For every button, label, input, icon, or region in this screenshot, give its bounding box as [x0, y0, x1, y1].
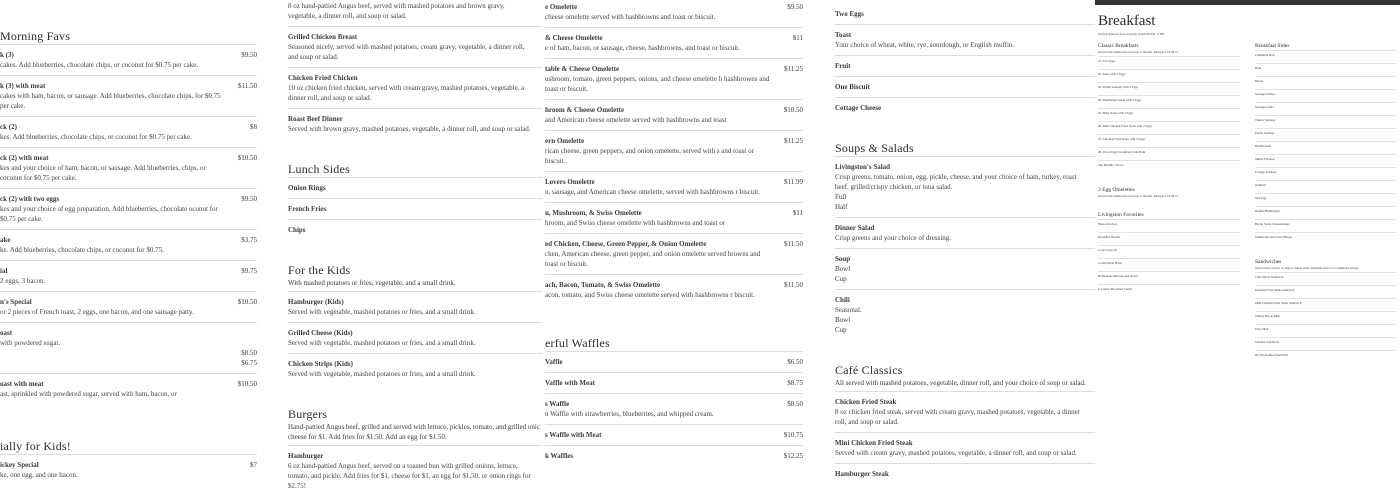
menu-item [288, 177, 542, 198]
menu-section [0, 28, 257, 404]
mini-section-heading: Breakfast Sides [1255, 43, 1290, 49]
item-option [835, 264, 1095, 274]
item-option [835, 192, 1095, 202]
item-name: Chicken Fried Steak [835, 398, 897, 406]
item-price: $10.75 [783, 431, 803, 439]
menu-item [288, 0, 542, 26]
item-name: ake [0, 236, 11, 244]
menu-item [545, 0, 803, 27]
item-name: Lovers Omelette [545, 178, 595, 186]
menu-item [835, 217, 1095, 248]
item-description: or 2 pieces of French toast, 2 eggs, one bacon, and one sausage patty. [0, 308, 194, 316]
item-price: $9.50 [241, 195, 257, 203]
item-description: rican cheese, green peppers, and onion omelette, served with s and toast or biscuit. [545, 147, 754, 165]
item-price: $10.50 [237, 380, 257, 388]
option-label: Half [835, 203, 848, 211]
mini-menu-item: #7. Chicken Fried Steak with 2 Eggs [1098, 134, 1240, 147]
item-name: s Waffle with Meat [545, 431, 602, 439]
menu-section [288, 406, 542, 496]
item-description: 2 eggs, 3 bacon. [0, 277, 46, 285]
item-name: hroom & Cheese Omelette [545, 106, 624, 114]
item-name: Chicken Fried Chicken [288, 74, 358, 82]
item-name: ern Omelette [545, 137, 585, 145]
item-name: n's Special [0, 298, 32, 306]
menu-item [288, 108, 542, 139]
item-name: Vaffle [545, 358, 563, 366]
menu-item [545, 99, 803, 130]
mini-section-heading: 3 Egg Omelettes [1098, 187, 1135, 193]
item-description: ke, one egg, and one bacon. [0, 471, 78, 479]
item-option [835, 325, 1095, 335]
mini-menu-item: Mushroom and Swiss Burger [1255, 232, 1397, 245]
item-price: $11.50 [784, 281, 803, 289]
item-description: 6 oz hand-pattied Angus beef, served on a toasted bun with grilled onions, lettuce, tomato, and pickle. Add fries for $1, cheese for $1, an egg for $1.50, or onion rings for $2.75! [288, 462, 531, 490]
item-description: kes and your choice of egg preparation. Add blueberries, chocolate oconut for $0.75 per cake. [0, 205, 218, 223]
menu-section [545, 335, 803, 466]
menu-item [835, 432, 1095, 463]
menu-item [0, 291, 257, 322]
item-price: $11.50 [238, 82, 257, 90]
mini-menu-item: Huevo Rachos [1098, 219, 1240, 232]
mini-menu-item: #3. Polish Sausage with 2 Eggs [1098, 82, 1240, 95]
item-price: $7 [250, 461, 257, 469]
item-name: n, Mushroom, & Swiss Omelette [545, 209, 642, 217]
item-price: $8.50 [787, 400, 803, 408]
menu-item [545, 171, 803, 202]
section-description: Hand-pattied Angus beef, grilled and served with lettuce, pickles, tomato, and grilled onic cheese for $1. Add fries for $1.50. Add an egg for $1.50. [288, 423, 540, 441]
item-price: $6.50 [787, 358, 803, 366]
mini-section-description: Served with a choice of chips or dinner salad. Substitute fries for no additional charge. [1255, 266, 1359, 270]
mini-menu-item: Homemade Biscuits and Gravy [1098, 271, 1240, 284]
section-heading: Burgers [288, 407, 328, 421]
item-name: Hamburger (Kids) [288, 298, 344, 306]
menu-item [288, 67, 542, 108]
item-name: Two Eggs [835, 10, 864, 18]
item-description: Seasoned nicely, served with mashed potatoes, cream gravy, vegetable, a dinner roll, and soup or salad. [288, 43, 525, 61]
item-description: 8 oz hand-pattied Angus beef, served with mashed potatoes and brown gravy, vegetable, a dinner roll, and soup or salad. [288, 2, 505, 20]
menu-item [545, 445, 803, 466]
menu-item [545, 351, 803, 372]
mini-menu-item: Cinnamon Roll [1255, 50, 1397, 63]
mini-menu-item: Sausage Patties [1255, 89, 1397, 102]
item-description: Crisp greens and your choice of dressing. [835, 234, 952, 242]
menu-item [835, 55, 1095, 76]
menu-item [545, 274, 803, 305]
mini-menu-item: #1. Two Eggs [1098, 56, 1240, 69]
mini-menu-item: Turkey Sausage [1255, 115, 1397, 128]
menu-section [288, 262, 542, 384]
item-name: Grilled Chicken Breast [288, 33, 358, 41]
mini-menu-item: Breakfast Burrito [1098, 232, 1240, 245]
item-description: Served with vegetable, mashed potatoes or fries, and a small drink. [288, 308, 476, 316]
mini-menu-item: #4. Hamburger Steak with 2 Eggs [1098, 95, 1240, 108]
menu-section [288, 0, 542, 139]
mini-menu-item: #6. Mini Chicken Fried Steak with 2 Eggs [1098, 121, 1240, 134]
item-name: One Biscuit [835, 83, 870, 91]
item-price: $8 [250, 123, 257, 131]
item-name: ck (2) [0, 123, 17, 131]
menu-item [835, 289, 1095, 340]
menu-section [288, 161, 542, 240]
mini-menu-item: Chicken Fried Steak Sandwich [1255, 285, 1397, 298]
item-price: $11 [792, 34, 803, 42]
mini-menu-item: Lacretia's Breakfast Sandy [1098, 284, 1240, 297]
mini-section-description: Served with hashbrowns and toast or biscuits. Add gravy for $0.75. [1098, 50, 1179, 54]
mini-menu-item: Cook's Special [1098, 245, 1240, 258]
section-description: All served with mashed potatoes, vegetable, dinner roll, and your choice of soup or salad. [835, 379, 1086, 387]
section-description: With mashed potatoes or fries, vegetable, and a small drink. [288, 279, 456, 287]
item-name: ed Chicken, Cheese, Green Pepper, & Onion Omelette [545, 240, 707, 248]
section-heading: erful Waffles [545, 336, 610, 350]
breakfast-menu-page-thumbnail [1095, 0, 1400, 500]
item-description: cken, American cheese, green pepper, and onion omelette served browns and toast or biscuit. [545, 250, 761, 268]
menu-item [835, 76, 1095, 97]
menu-column-1 [0, 0, 257, 500]
option-label: Full [835, 193, 847, 201]
page-title: Breakfast [1098, 13, 1156, 29]
item-description: 8 oz chicken fried steak, served with cream gravy, mashed potatoes, vegetable, a dinner roll, and soup or salad. [835, 408, 1081, 426]
mini-menu-item: Cottage Potatoes [1255, 167, 1397, 180]
item-name: e Omelette [545, 3, 578, 11]
mini-menu-item: Double Hamburger [1255, 206, 1397, 219]
item-name: s Waffle [545, 400, 570, 408]
menu-item [835, 391, 1095, 432]
item-price: $11.99 [784, 178, 803, 186]
menu-item [545, 130, 803, 171]
item-description: Served with vegetable, mashed potatoes or fries, and a small drink. [288, 339, 476, 347]
item-description: and American cheese omelette served with hashbrowns and toast [545, 116, 727, 124]
item-description: cakes with ham, bacon, or sausage. Add blueberries, chocolate chips, for $0.75 per cake. [0, 92, 221, 110]
item-name: ck (2) with meat [0, 154, 49, 162]
item-option [835, 202, 1095, 212]
menu-item [835, 156, 1095, 217]
menu-section [835, 362, 1095, 484]
option-price: $8.50 [241, 349, 257, 357]
mini-menu-item: Hashbrowns [1255, 141, 1397, 154]
item-description: Seasonal. [835, 306, 862, 314]
item-price: $10.50 [783, 106, 803, 114]
menu-item [0, 373, 257, 404]
menu-column-4 [835, 0, 1095, 500]
item-name: Chili [835, 296, 850, 304]
item-description: Your choice of wheat, white, rye, sourdough, or English muffin. [835, 41, 1015, 49]
item-description: hroom, and Swiss cheese omelette with hashbrowns and toast or [545, 219, 726, 227]
option-price: $6.75 [241, 359, 257, 367]
mini-menu-item: Patty Melt [1255, 324, 1397, 337]
item-name: oast with meat [0, 380, 44, 388]
item-description: n, sausage, and American cheese omelette, served with hashbrowns r biscuit. [545, 188, 760, 196]
item-price: $12.25 [783, 452, 803, 460]
item-name: table & Cheese Omelette [545, 65, 620, 73]
menu-section [0, 438, 257, 485]
item-name: Toast [835, 31, 852, 39]
menu-column-3 [545, 0, 803, 500]
menu-item [288, 219, 542, 240]
item-description: n Waffle with strawberries, blueberries, and whipped cream. [545, 410, 714, 418]
menu-item [545, 424, 803, 445]
mini-menu-item: The Healthy Choice [1098, 160, 1240, 173]
mini-menu-item: Skillet Potatoes [1255, 154, 1397, 167]
item-name: Soup [835, 255, 851, 263]
mini-menu-item: #8. Three Eggs Scrambled with Ham [1098, 147, 1240, 160]
item-name: Cottage Cheese [835, 104, 882, 112]
item-price: $11.25 [784, 137, 803, 145]
mini-menu-item: #5. Ham Steak with 2 Eggs [1098, 108, 1240, 121]
menu-item [288, 445, 542, 496]
menu-item [288, 26, 542, 67]
item-name: Mini Chicken Fried Steak [835, 439, 913, 447]
item-description: ke. Add blueberries, chocolate chips, or coconut for $0.75. [0, 246, 164, 254]
item-name: ck (2) with two eggs [0, 195, 60, 203]
menu-item [0, 260, 257, 291]
item-option [0, 348, 257, 358]
mini-section-heading: Classic Breakfasts [1098, 43, 1139, 49]
mini-section-description: Served with hashbrowns and toast or biscuits. Add gravy for $0.75. [1098, 194, 1179, 198]
item-name: Grilled Cheese (Kids) [288, 329, 353, 337]
section-heading: Lunch Sides [288, 162, 350, 176]
item-name: k (3) [0, 51, 14, 59]
item-description: Served with vegetable, mashed potatoes or fries, and a small drink. [288, 370, 476, 378]
mini-menu-item: Polish Sausage [1255, 128, 1397, 141]
mini-menu-item: Chicken Sandwich [1255, 337, 1397, 350]
menu-section [835, 4, 1095, 118]
menu-item [545, 233, 803, 274]
mini-menu-item: Hot Roast Beef Sandwich [1255, 350, 1397, 363]
item-description: with powdered sugar. [0, 339, 61, 347]
mini-section-heading: Livingston Favorites [1098, 212, 1144, 218]
item-name: Hamburger Steak [835, 470, 889, 478]
mini-menu-item: Corned Beef Hash [1098, 258, 1240, 271]
item-description: Crisp greens, tomato, onion, egg, pickle, cheese, and your choice of ham, turkey, roast beef, grilled/crispy chicken, or tuna salad. [835, 173, 1077, 191]
item-description: cheese omelette served with hashbrowns and toast or biscuit. [545, 13, 716, 21]
item-name: k (3) with meat [0, 82, 46, 90]
menu-column-2 [288, 0, 542, 500]
item-description: ushroom, tomato, green peppers, onions, and cheese omelette h hashbrowns and toast or biscuit. [545, 75, 770, 93]
menu-item [545, 372, 803, 393]
item-name: oast [0, 329, 13, 337]
menu-item [835, 24, 1095, 55]
menu-item [288, 353, 542, 384]
menu-item [835, 463, 1095, 484]
item-name: ach, Bacon, Tomato, & Swiss Omelette [545, 281, 661, 289]
item-name: Chicken Strips (Kids) [288, 360, 353, 368]
item-option [835, 274, 1095, 284]
item-name: ickey Special [0, 461, 39, 469]
item-name: French Fries [288, 205, 327, 213]
menu-item [835, 4, 1095, 24]
menu-item [545, 58, 803, 99]
menu-item [545, 202, 803, 233]
mini-menu-item: #2. Meat with 2 Eggs [1098, 69, 1240, 82]
item-description: e of ham, bacon, or sausage, cheese, hashbrowns, and toast or biscuit. [545, 44, 740, 52]
mini-menu-item: Turkey Bacon Melt [1255, 311, 1397, 324]
option-label: Bowl [835, 316, 851, 324]
item-price: $11.25 [784, 65, 803, 73]
item-description: acon, tomato, and Swiss cheese omelette served with hashbrowns r biscuit. [545, 291, 755, 299]
item-option [0, 358, 257, 368]
menu-item [835, 248, 1095, 289]
section-heading: For the Kids [288, 263, 351, 277]
item-name: Dinner Salad [835, 224, 875, 232]
item-description: kes and your choice of ham, bacon, or sausage. Add blueberries, chips, or coconut for $0.75 per cake. [0, 164, 206, 182]
item-name: Chips [288, 226, 306, 234]
item-name: Vaffle with Meat [545, 379, 595, 387]
item-name: ial [0, 267, 8, 275]
item-name: Hamburger [288, 452, 324, 460]
top-bar [1095, 0, 1400, 5]
menu-item [0, 44, 257, 75]
menu-item [0, 454, 257, 485]
menu-item [0, 147, 257, 188]
option-label: Bowl [835, 265, 851, 273]
item-price: $11.50 [784, 240, 803, 248]
menu-item [835, 97, 1095, 118]
item-option [835, 315, 1095, 325]
item-price: $11 [792, 209, 803, 217]
section-heading: Morning Favs [0, 29, 71, 43]
item-name: k Waffles [545, 452, 574, 460]
mini-right-column [1255, 40, 1397, 363]
option-label: Cup [835, 275, 847, 283]
item-price: $9.50 [787, 3, 803, 11]
mini-menu-item: Mini Chicken Fried Steak Sandwich [1255, 298, 1397, 311]
mini-left-column [1098, 40, 1240, 297]
mini-section-heading: Sandwiches [1255, 259, 1282, 265]
item-name: & Cheese Omelette [545, 34, 603, 42]
item-price: $3.75 [241, 236, 257, 244]
item-name: Fruit [835, 62, 851, 70]
menu-item [288, 322, 542, 353]
menu-item [288, 291, 542, 322]
item-description: Served with brown gravy, mashed potatoes, vegetable, a dinner roll, and soup or salad. [288, 125, 531, 133]
item-price: $10.50 [237, 154, 257, 162]
item-price: $9.50 [241, 51, 257, 59]
menu-section [835, 140, 1095, 340]
mini-menu-item: Club Sliced Sandwich [1255, 272, 1397, 285]
mini-menu-item: Bacon [1255, 76, 1397, 89]
mini-menu-item: Oatmeal [1255, 180, 1397, 193]
item-price: $9.75 [241, 267, 257, 275]
page-subtitle: Serving delicious food everyday from 6:30 AM - 2 PM. [1098, 32, 1165, 36]
mini-menu-item: Bacon Swiss Cheeseburger [1255, 219, 1397, 232]
mini-menu-item: One Egg [1255, 193, 1397, 206]
menu-item [0, 322, 257, 373]
item-description: cakes. Add blueberries, chocolate chips, or coconut for $0.75 per cake. [0, 61, 199, 69]
menu-item [545, 27, 803, 58]
section-heading: Soups & Salads [835, 141, 914, 155]
mini-menu-item: Sausage Links [1255, 102, 1397, 115]
item-name: Onion Rings [288, 184, 326, 192]
section-heading: Café Classics [835, 363, 903, 377]
section-heading: ially for Kids! [0, 439, 71, 453]
menu-section [545, 0, 803, 305]
menu-item [0, 188, 257, 229]
menu-item [0, 75, 257, 116]
menu-item [545, 393, 803, 424]
item-description: kes. Add blueberries, chocolate chips, or coconut for $0.75 per cake. [0, 133, 192, 141]
menu-item [0, 229, 257, 260]
item-price: $10.50 [237, 298, 257, 306]
item-description: ast, sprinkled with powdered sugar, served with ham, bacon, or [0, 390, 177, 398]
item-description: Served with cream gravy, mashed potatoes, vegetable, a dinner roll, and soup or salad. [835, 449, 1077, 457]
mini-menu-item: Ham [1255, 63, 1397, 76]
menu-item [288, 198, 542, 219]
item-name: Livingston's Salad [835, 163, 891, 171]
item-description: 10 oz chicken fried chicken, served with cream gravy, mashed potatoes, vegetable, a dinner roll, and soup or salad. [288, 84, 525, 102]
item-name: Roast Beef Dinner [288, 115, 343, 123]
menu-item [0, 116, 257, 147]
option-label: Cup [835, 326, 847, 334]
item-price: $8.75 [787, 379, 803, 387]
